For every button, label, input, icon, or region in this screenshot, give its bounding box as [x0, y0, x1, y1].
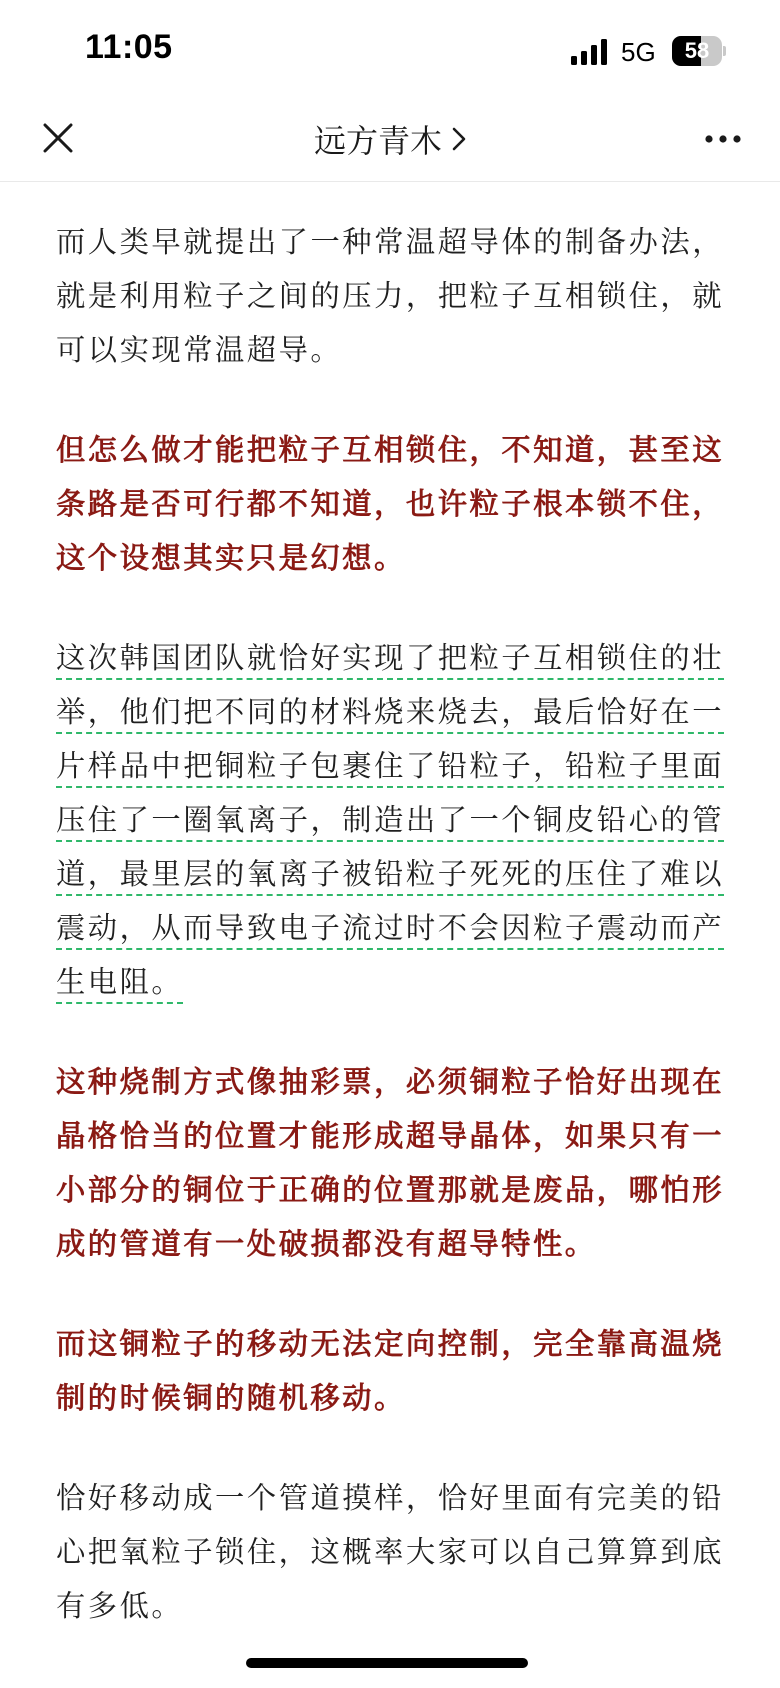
home-indicator[interactable]	[246, 1658, 528, 1668]
article-paragraph-emphasis: 而这铜粒子的移动无法定向控制，完全靠高温烧制的时候铜的随机移动。	[56, 1327, 724, 1415]
network-type: 5G	[621, 37, 656, 67]
account-title-link[interactable]	[200, 116, 580, 162]
article-body	[56, 215, 724, 1679]
article-paragraph-emphasis: 但怎么做才能把粒子互相锁住，不知道，甚至这条路是否可行都不知道，也许粒子根本锁不住，这个设想其实只是幻想。	[56, 433, 724, 575]
article-paragraph-emphasis: 这种烧制方式像抽彩票，必须铜粒子恰好出现在晶格恰当的位置才能形成超导晶体，如果只有一小部分的铜位于正确的位置那就是废品，哪怕形成的管道有一处破损都没有超导特性。	[56, 1065, 724, 1261]
article-paragraph-underlined	[56, 631, 724, 1009]
signal-bars-icon	[570, 38, 610, 66]
underlined-passage[interactable]: 这次韩国团队就恰好实现了把粒子互相锁住的壮举，他们把不同的材料烧来烧去，最后恰好在一片样品中把铜粒子包裹住了铅粒子，铅粒子里面压住了一圈氧离子，制造出了一个铜皮铅心的管道，最里层的氧离子被铅粒子死死的压住了难以震动，从而导致电子流过时不会因粒子震动而产生电阻。	[56, 641, 724, 999]
close-icon	[42, 122, 74, 154]
article-paragraph: 而人类早就提出了一种常温超导体的制备办法，就是利用粒子之间的压力，把粒子互相锁住，就可以实现常温超导。	[56, 225, 724, 367]
more-dots-icon	[704, 134, 742, 144]
battery-level: 58	[684, 38, 710, 63]
nav-bar	[0, 100, 780, 182]
status-bar	[0, 0, 780, 100]
battery-cap	[723, 46, 726, 56]
more-button[interactable]	[698, 114, 748, 164]
chevron-right-icon	[452, 127, 466, 151]
article-paragraph: 恰好移动成一个管道摸样，恰好里面有完美的铅心把氧粒子锁住，这概率大家可以自己算算到底有多低。	[56, 1481, 724, 1623]
battery-indicator	[672, 36, 726, 66]
account-name: 远方青木	[313, 122, 442, 160]
status-time: 11:05	[85, 28, 173, 66]
close-button[interactable]	[32, 112, 84, 164]
